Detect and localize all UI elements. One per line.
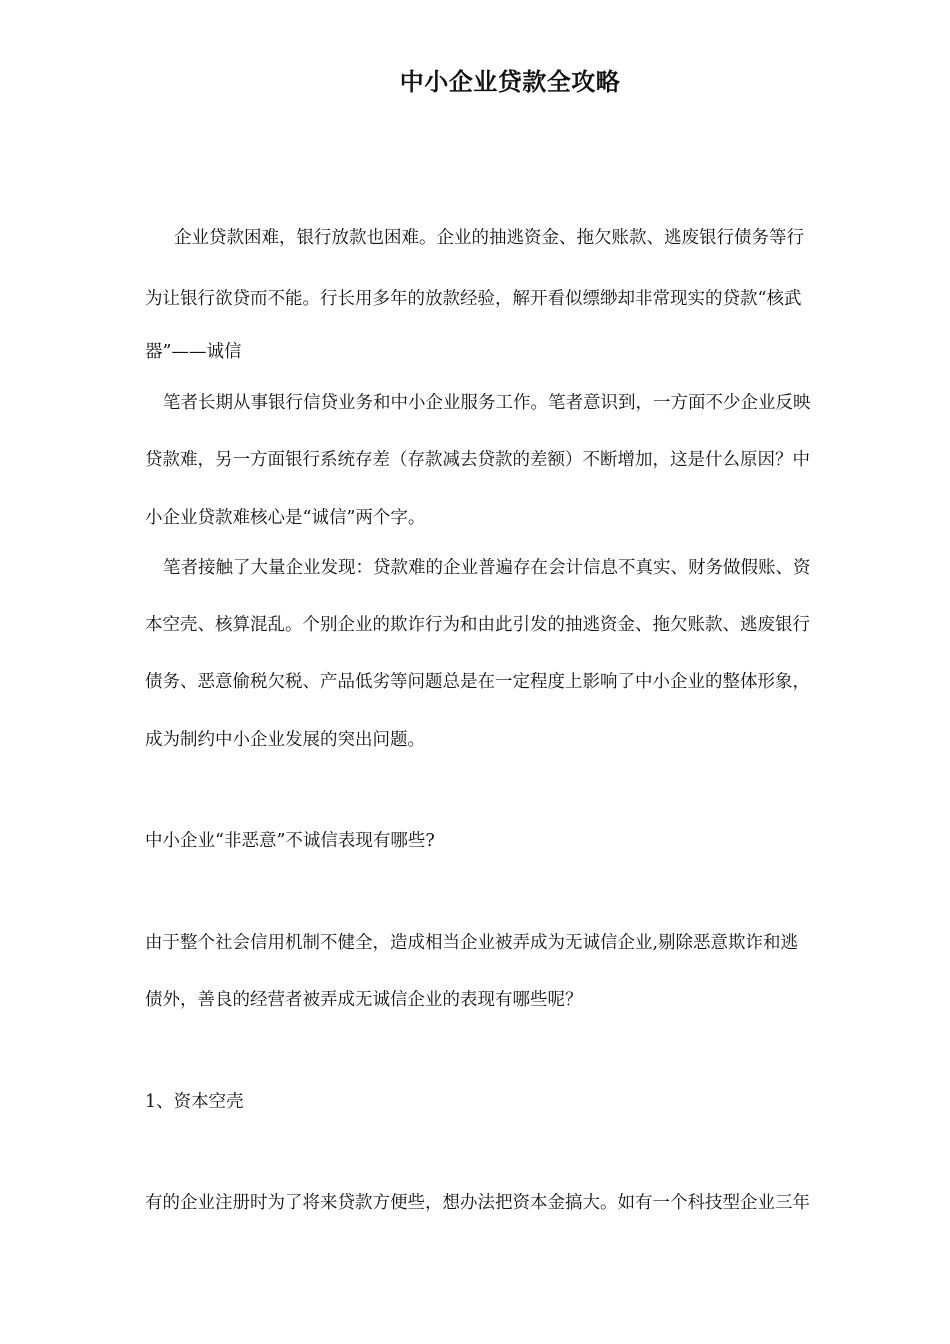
section-heading: 中小企业“非恶意”不诚信表现有哪些? (145, 831, 435, 851)
document-title: 中小企业贷款全攻略 (399, 67, 621, 96)
paragraph-line: 笔者接触了大量企业发现：贷款难的企业普遍存在会计信息不真实、财务做假账、资 (163, 558, 811, 578)
paragraph-line: 企业贷款困难，银行放款也困难。企业的抽逃资金、拖欠账款、逃废银行债务等行 (174, 228, 804, 248)
paragraph-line: 笔者长期从事银行信贷业务和中小企业服务工作。笔者意识到，一方面不少企业反映 (163, 393, 811, 413)
paragraph-line: 由于整个社会信用机制不健全，造成相当企业被弄成为无诚信企业,剔除恶意欺诈和逃 (145, 933, 799, 953)
paragraph-line: 债外，善良的经营者被弄成无诚信企业的表现有哪些呢？ (145, 990, 583, 1010)
paragraph-line: 债务、恶意偷税欠税、产品低劣等问题总是在一定程度上影响了中小企业的整体形象， (145, 672, 810, 692)
list-item-heading: 1、资本空壳 (145, 1092, 244, 1112)
paragraph-line: 有的企业注册时为了将来贷款方便些，想办法把资本金搞大。如有一个科技型企业三年 (145, 1193, 810, 1213)
paragraph-line: 小企业贷款难核心是“诚信”两个字。 (145, 508, 426, 528)
paragraph-line: 器”——诚信 (145, 342, 242, 362)
paragraph-line: 本空壳、核算混乱。个别企业的欺诈行为和由此引发的抽逃资金、拖欠账款、逃废银行 (145, 615, 810, 635)
paragraph-line: 贷款难，另一方面银行系统存差（存款减去贷款的差额）不断增加，这是什么原因？中 (145, 450, 810, 470)
paragraph-line: 为让银行欲贷而不能。行长用多年的放款经验，解开看似缥缈却非常现实的贷款“核武 (145, 289, 802, 309)
paragraph-line: 成为制约中小企业发展的突出问题。 (145, 730, 425, 750)
